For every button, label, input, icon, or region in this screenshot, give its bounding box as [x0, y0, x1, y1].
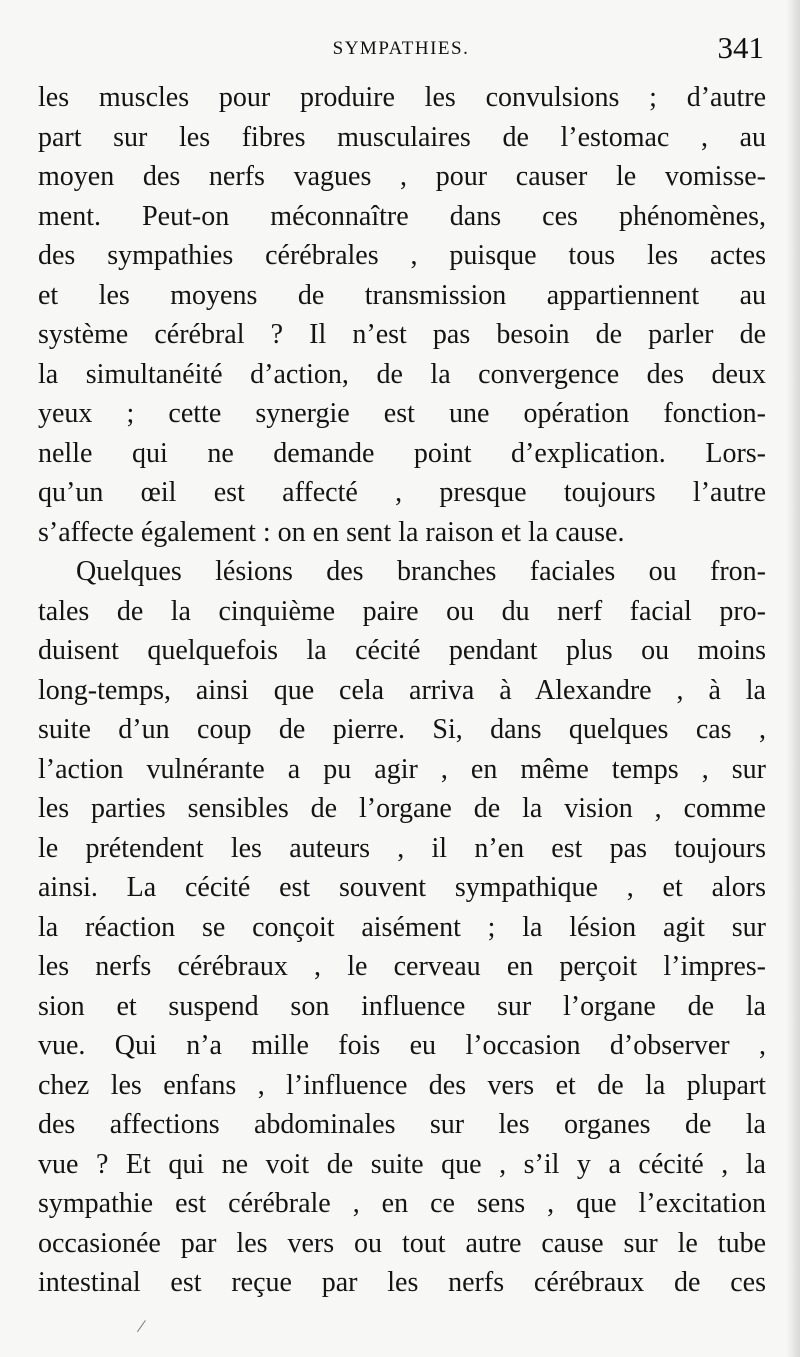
text-line: suite d’un coup de pierre. Si, dans quelques cas , — [38, 714, 766, 745]
text-line: nelle qui ne demande point d’explication. Lors- — [38, 437, 766, 469]
text-line: le prétendent les auteurs , il n’en est pas toujours — [38, 832, 766, 864]
text-line: sion et suspend son influence sur l’organe de la — [38, 990, 766, 1022]
page-number: 341 — [717, 30, 764, 65]
text-line: des sympathies cérébrales , puisque tous les actes — [38, 240, 766, 271]
text-line: la réaction se conçoit aisément ; la lésion agit sur — [38, 911, 766, 943]
text-line: système cérébral ? Il n’est pas besoin de parler de — [38, 319, 766, 350]
text-line: les parties sensibles de l’organe de la vision , comme — [38, 793, 766, 824]
text-line: et les moyens de transmission appartiennent au — [38, 279, 766, 311]
text-line: ainsi. La cécité est souvent sympathique , et alors — [38, 872, 766, 903]
text-line: vue ? Et qui ne voit de suite que , s’il y a cécité , la — [38, 1148, 766, 1180]
text-line: les nerfs cérébraux , le cerveau en perçoit l’impres- — [38, 951, 766, 982]
running-head: SYMPATHIES. — [332, 38, 470, 59]
text-line: occasionée par les vers ou tout autre cause sur le tube — [38, 1227, 766, 1259]
page-header — [38, 30, 764, 70]
stray-ink-mark — [137, 1320, 154, 1338]
text-line: l’action vulnérante a pu agir , en même temps , sur — [38, 753, 766, 785]
paragraph-2 — [38, 552, 766, 1303]
paragraph-1 — [38, 78, 766, 552]
text-line: Quelques lésions des branches faciales ou fron- — [76, 556, 766, 587]
text-line: tales de la cinquième paire ou du nerf facial pro- — [38, 595, 766, 627]
text-line: des affections abdominales sur les organes de la — [38, 1109, 766, 1140]
text-line: ment. Peut-on méconnaître dans ces phénomènes, — [38, 200, 766, 232]
text-line: chez les enfans , l’influence des vers et de la plupart — [38, 1069, 766, 1101]
text-line: moyen des nerfs vagues , pour causer le vomisse- — [38, 161, 766, 192]
text-line: les muscles pour produire les convulsions ; d’autre — [38, 82, 766, 113]
text-line: la simultanéité d’action, de la convergence des deux — [38, 358, 766, 390]
text-line: vue. Qui n’a mille fois eu l’occasion d’observer , — [38, 1030, 766, 1061]
text-line: duisent quelquefois la cécité pendant plus ou moins — [38, 635, 766, 666]
text-line: yeux ; cette synergie est une opération fonction- — [38, 398, 766, 429]
text-line: intestinal est reçue par les nerfs cérébraux de ces — [38, 1267, 766, 1298]
body-text — [38, 78, 766, 1303]
text-line: sympathie est cérébrale , en ce sens , que l’excitation — [38, 1188, 766, 1219]
text-line: qu’un œil est affecté , presque toujours l’autre — [38, 477, 766, 508]
text-line: part sur les fibres musculaires de l’estomac , au — [38, 121, 766, 153]
text-line: s’affecte également : on en sent la raison et la cause. — [38, 516, 625, 548]
text-line: long-temps, ainsi que cela arriva à Alexandre , à la — [38, 674, 766, 706]
